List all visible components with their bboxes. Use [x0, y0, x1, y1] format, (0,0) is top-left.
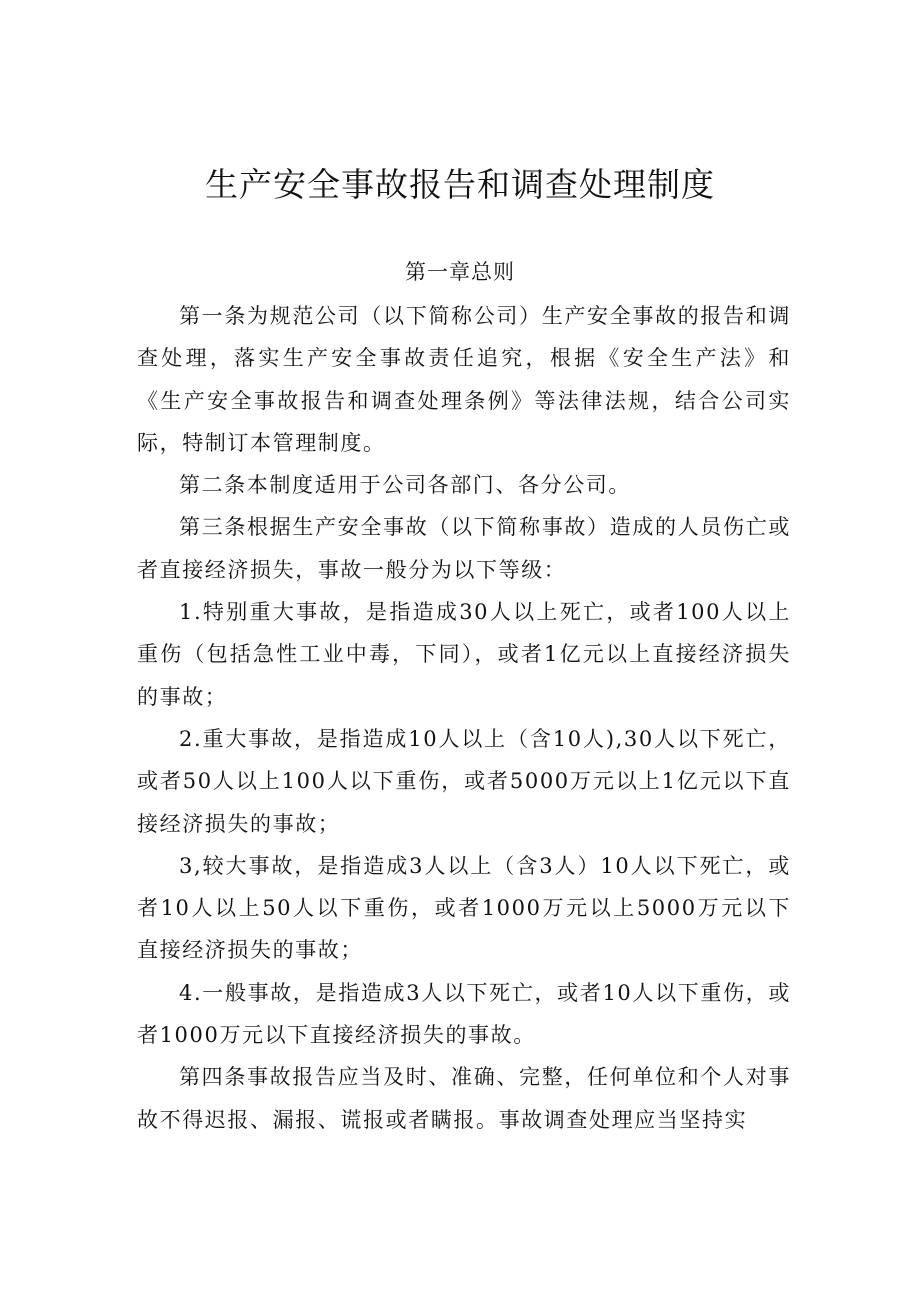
article-4-paragraph: 第四条事故报告应当及时、准确、完整，任何单位和个人对事故不得迟报、漏报、谎报或者瞒报。事故调查处理应当坚持实 — [137, 1065, 791, 1132]
article-3-paragraph: 第三条根据生产安全事故（以下简称事故）造成的人员伤亡或者直接经济损失，事故一般分为以下等级： — [137, 515, 791, 582]
level-1-paragraph: 1.特别重大事故，是指造成30人以上死亡，或者100人以上重伤（包括急性工业中毒，下同），或者1亿元以上直接经济损失的事故； — [137, 600, 791, 709]
level-3-paragraph: 3,较大事故，是指造成3人以上（含3人）10人以下死亡，或者10人以上50人以下重伤，或者1000万元以上5000万元以下直接经济损失的事故； — [137, 853, 791, 963]
chapter-heading: 第一章总则 — [405, 260, 515, 284]
level-2-paragraph: 2.重大事故，是指造成10人以上（含10人),30人以下死亡，或者50人以上100人以下重伤，或者5000万元以上1亿元以下直接经济损失的事故； — [137, 726, 791, 836]
level-4-paragraph: 4.一般事故，是指造成3人以下死亡，或者10人以下重伤，或者1000万元以下直接经济损失的事故。 — [137, 980, 791, 1048]
document-body — [137, 295, 791, 1141]
article-1-paragraph: 第一条为规范公司（以下简称公司）生产安全事故的报告和调查处理，落实生产安全事故责任追究，根据《安全生产法》和《生产安全事故报告和调查处理条例》等法律法规，结合公司实际，特制订本管理制度。 — [137, 304, 791, 455]
document-title: 生产安全事故报告和调查处理制度 — [205, 165, 715, 204]
article-2-paragraph: 第二条本制度适用于公司各部门、各分公司。 — [179, 473, 631, 498]
